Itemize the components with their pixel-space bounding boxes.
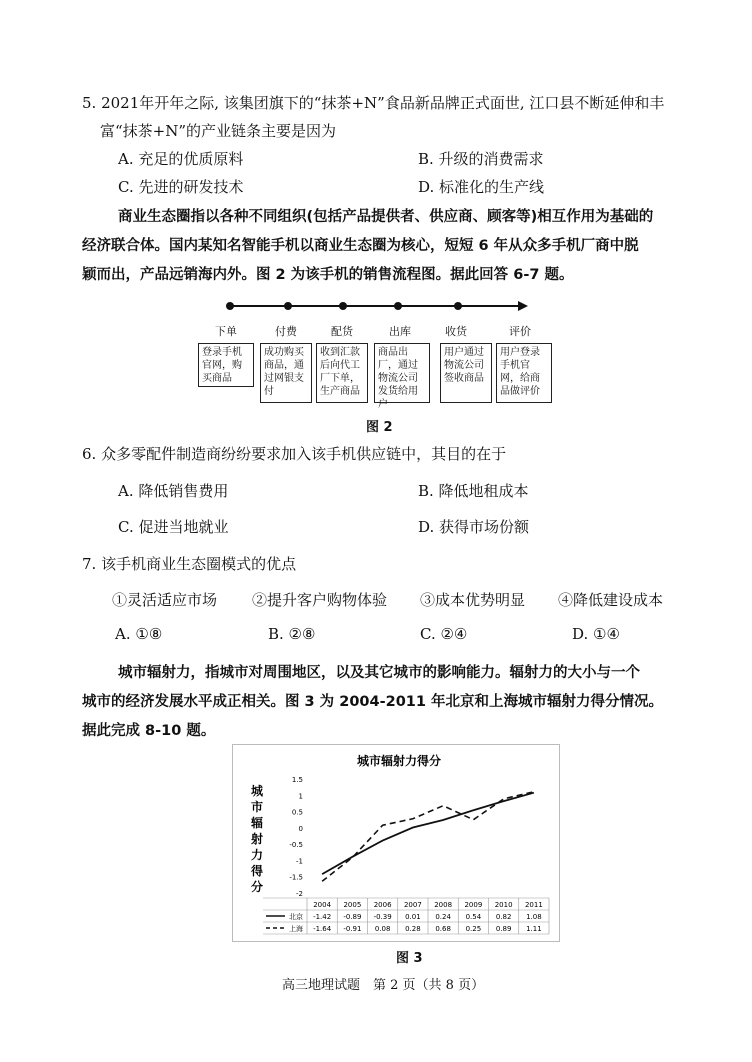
y-tick-label: -2 <box>296 890 303 898</box>
x-tick-label: 2006 <box>373 901 392 909</box>
data-table <box>263 898 549 934</box>
series-line-beijing <box>322 793 534 874</box>
q7-item-3: ③成本优势明显 <box>420 591 526 609</box>
para2-line3: 据此完成 8-10 题。 <box>82 723 216 739</box>
data-label: 0.24 <box>435 913 451 921</box>
q7-stem: 7. 该手机商业生态圈模式的优点 <box>82 555 297 573</box>
para1-line2: 经济联合体。国内某知名智能手机以商业生态圈为核心，短短 6 年从众多手机厂商中脱 <box>82 238 639 254</box>
para2-line2: 城市的经济发展水平成正相关。图 3 为 2004-2011 年北京和上海城市辐射力得分情况。 <box>82 694 664 710</box>
flow-step-label: 付费 <box>275 325 297 338</box>
q6-option-a: A. 降低销售费用 <box>118 482 229 500</box>
para1-line1: 商业生态圈指以各种不同组织(包括产品提供者、供应商、顾客等)相互作用为基础的 <box>118 209 654 225</box>
y-axis <box>289 776 303 898</box>
q6-option-c: C. 促进当地就业 <box>118 518 229 536</box>
data-label: -1.42 <box>313 913 332 921</box>
flow-dot <box>226 302 234 310</box>
flow-step-box: 登录手机官网，购买商品 <box>198 343 254 387</box>
data-label: -0.91 <box>343 925 362 933</box>
y-axis-label-char: 力 <box>250 848 264 862</box>
q5-stem-line1: 5. 2021年开年之际, 该集团旗下的“抹茶+N”食品新品牌正式面世, 江口县不断延伸和丰 <box>82 94 665 112</box>
y-axis-label <box>250 784 264 894</box>
data-label: 0.68 <box>435 925 451 933</box>
x-tick-label: 2010 <box>494 901 513 909</box>
x-tick-label: 2005 <box>343 901 362 909</box>
y-tick-label: 0.5 <box>291 808 303 817</box>
y-axis-label-char: 市 <box>250 800 264 814</box>
chart-svg <box>233 745 559 941</box>
flow-diagram <box>190 295 570 415</box>
data-label: 0.82 <box>495 913 512 921</box>
data-label: 0.89 <box>495 925 512 933</box>
data-label: -0.39 <box>373 913 392 921</box>
y-axis-label-char: 城 <box>250 784 264 798</box>
figure3-caption: 图 3 <box>396 951 423 966</box>
flow-dot <box>284 302 292 310</box>
y-tick-label: -1 <box>296 857 303 866</box>
x-tick-label: 2008 <box>434 901 453 909</box>
q7-option-b: B. ②⑧ <box>268 625 316 643</box>
flow-step-box: 商品出厂，通过物流公司发货给用户 <box>374 343 430 403</box>
q7-option-d: D. ①④ <box>572 625 620 643</box>
y-axis-label-char: 辐 <box>250 816 264 830</box>
data-label: 0.25 <box>465 925 482 933</box>
q6-option-b: B. 降低地租成本 <box>418 482 529 500</box>
page-footer: 高三地理试题 第 2 页（共 8 页） <box>282 978 485 993</box>
para2-line1: 城市辐射力，指城市对周围地区，以及其它城市的影响能力。辐射力的大小与一个 <box>118 665 640 681</box>
flow-step-box: 成功购买商品，通过网银支付 <box>260 343 312 403</box>
series-line-shanghai <box>322 792 534 882</box>
flow-step-label: 评价 <box>509 325 531 338</box>
y-tick-label: 1.5 <box>291 776 303 784</box>
q5-option-a: A. 充足的优质原料 <box>118 150 244 168</box>
flow-timeline <box>190 295 570 319</box>
data-label: 1.08 <box>526 913 542 921</box>
q7-item-2: ②提升客户购物体验 <box>252 591 388 609</box>
x-tick-label: 2009 <box>464 901 483 909</box>
arrow-head-icon <box>518 301 528 311</box>
q7-item-4: ④降低建设成本 <box>558 591 664 609</box>
data-label: 0.54 <box>465 913 482 921</box>
flow-step-box: 收到汇款后向代工厂下单，生产商品 <box>316 343 368 403</box>
y-axis-label-char: 分 <box>250 880 264 894</box>
data-label: 1.11 <box>526 925 542 933</box>
y-tick-label: 0 <box>298 824 303 833</box>
q5-option-d: D. 标准化的生产线 <box>418 178 545 196</box>
data-label: 0.28 <box>405 925 421 933</box>
flow-step-label: 收货 <box>445 325 467 338</box>
y-tick-label: 1 <box>298 792 303 801</box>
figure2-caption: 图 2 <box>366 420 393 435</box>
x-tick-label: 2004 <box>313 901 332 909</box>
legend-label: 北京 <box>289 913 303 921</box>
q6-stem: 6. 众多零配件制造商纷纷要求加入该手机供应链中，其目的在于 <box>82 445 507 463</box>
radiation-chart <box>232 744 560 942</box>
flow-step-label: 出库 <box>389 325 411 338</box>
q6-option-d: D. 获得市场份额 <box>418 518 530 536</box>
series-lines <box>322 792 534 882</box>
q5-option-c: C. 先进的研发技术 <box>118 178 244 196</box>
flow-step-label: 配货 <box>331 325 353 338</box>
legend-label: 上海 <box>289 925 303 933</box>
q7-item-1: ①灵活适应市场 <box>112 591 218 609</box>
flow-dot <box>339 302 347 310</box>
para1-line3: 颖而出，产品远销海内外。图 2 为该手机的销售流程图。据此回答 6-7 题。 <box>82 267 574 283</box>
x-tick-label: 2011 <box>524 901 543 909</box>
y-axis-label-char: 射 <box>250 832 264 846</box>
q5-stem-line2: 富“抹茶+N”的产业链条主要是因为 <box>100 122 337 140</box>
q7-option-c: C. ②④ <box>420 625 468 643</box>
data-label: 0.08 <box>374 925 391 933</box>
chart-title: 城市辐射力得分 <box>356 754 442 768</box>
flow-step-box: 用户登录手机官网，给商品做评价 <box>496 343 552 403</box>
y-axis-label-char: 得 <box>250 864 264 878</box>
data-label: -1.64 <box>313 925 332 933</box>
flow-dot <box>454 302 462 310</box>
y-tick-label: -0.5 <box>289 841 303 850</box>
q7-option-a: A. ①⑧ <box>115 625 163 643</box>
data-label: -0.89 <box>343 913 362 921</box>
data-label: 0.01 <box>405 913 421 921</box>
y-tick-label: -1.5 <box>289 873 303 882</box>
flow-dot <box>394 302 402 310</box>
q5-option-b: B. 升级的消费需求 <box>418 150 544 168</box>
flow-step-label: 下单 <box>215 325 237 338</box>
x-tick-label: 2007 <box>403 901 422 909</box>
flow-step-box: 用户通过物流公司签收商品 <box>440 343 492 403</box>
